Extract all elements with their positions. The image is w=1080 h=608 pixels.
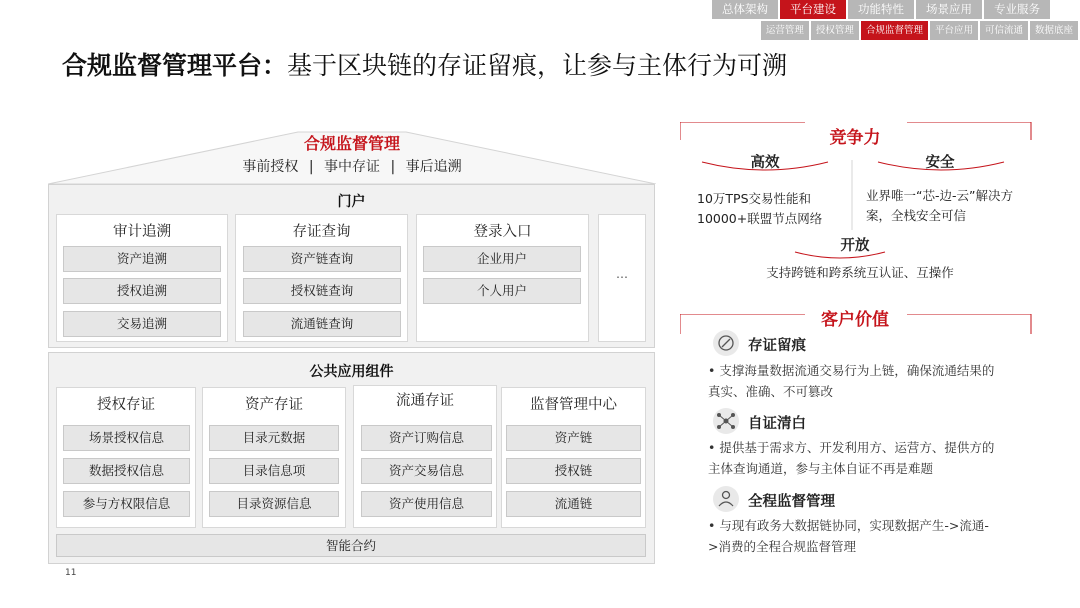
asset-trade-info-button[interactable]: 资产交易信息 [361, 458, 492, 484]
asset-order-info-button[interactable]: 资产订购信息 [361, 425, 492, 451]
seal-icon [713, 330, 739, 356]
scene-auth-info-button[interactable]: 场景授权信息 [63, 425, 190, 451]
asset-usage-info-button[interactable]: 资产使用信息 [361, 491, 492, 517]
component-card-auth [56, 387, 196, 528]
card-title: 监督管理中心 [530, 397, 617, 413]
tab-features[interactable]: 功能特性 [848, 0, 914, 19]
page-number: 11 [65, 568, 77, 578]
component-card-asset [202, 387, 346, 528]
catalog-resource-info-button[interactable]: 目录资源信息 [209, 491, 339, 517]
portal-panel [48, 184, 655, 348]
asset-trace-button[interactable]: 资产追溯 [63, 246, 221, 272]
card-title: 流通存证 [396, 393, 454, 409]
portal-card-more [598, 214, 646, 342]
value-title-evidence: 存证留痕 [748, 338, 806, 354]
top-nav [712, 0, 1050, 19]
page-title-bold: 合规监督管理平台： [62, 51, 288, 80]
card-title: 资产存证 [245, 397, 303, 413]
portal-card-query [235, 214, 408, 342]
portal-title: 门户 [337, 194, 366, 210]
auth-chain-query-button[interactable]: 授权链查询 [243, 278, 401, 304]
card-title: 存证查询 [292, 224, 351, 240]
open-text: 支持跨链和跨系统互认证、互操作 [766, 265, 954, 280]
subtab-platform-app[interactable]: 平台应用 [930, 21, 978, 40]
roof-title: 合规监督管理 [303, 134, 400, 153]
party-permission-info-button[interactable]: 参与方权限信息 [63, 491, 190, 517]
customer-value-title: 客户价值 [821, 310, 889, 330]
card-title: 登录入口 [473, 224, 532, 240]
flow-chain-query-button[interactable]: 流通链查询 [243, 311, 401, 337]
network-icon [713, 408, 739, 434]
value-text-self-prove: • 提供基于需求方、开发利用方、运营方、提供方的主体查询通道，参与主体自证不再是难题 [708, 440, 995, 476]
subtab-compliance[interactable]: 合规监督管理 [861, 21, 928, 40]
tab-services[interactable]: 专业服务 [984, 0, 1050, 19]
tab-platform-construction[interactable]: 平台建设 [780, 0, 846, 19]
trade-trace-button[interactable]: 交易追溯 [63, 311, 221, 337]
card-title: 审计追溯 [113, 224, 171, 240]
open-heading: 开放 [840, 238, 870, 254]
value-title-self-prove: 自证清白 [748, 416, 806, 432]
asset-chain-button[interactable]: 资产链 [506, 425, 641, 451]
flow-chain-button[interactable]: 流通链 [506, 491, 641, 517]
more-ellipsis: … [616, 267, 628, 281]
component-card-flow [353, 385, 497, 528]
data-auth-info-button[interactable]: 数据授权信息 [63, 458, 190, 484]
page-title [62, 46, 787, 82]
page-title-rest: 基于区块链的存证留痕，让参与主体行为可溯 [287, 51, 788, 80]
sub-nav [761, 21, 1078, 40]
auth-chain-button[interactable]: 授权链 [506, 458, 641, 484]
subtab-operations[interactable]: 运营管理 [761, 21, 809, 40]
portal-card-audit [56, 214, 228, 342]
auth-trace-button[interactable]: 授权追溯 [63, 278, 221, 304]
asset-chain-query-button[interactable]: 资产链查询 [243, 246, 401, 272]
card-title: 授权存证 [97, 397, 155, 413]
user-shield-icon [713, 486, 739, 512]
component-card-supervision [501, 387, 646, 528]
smart-contract-button[interactable]: 智能合约 [56, 534, 646, 557]
secure-heading: 安全 [925, 155, 955, 171]
competitiveness-title: 竞争力 [829, 128, 881, 148]
components-title: 公共应用组件 [309, 364, 394, 380]
secure-text: 业界唯一“芯-边-云”解决方案，全栈安全可信 [866, 188, 1013, 223]
components-panel [48, 352, 655, 564]
catalog-metadata-button[interactable]: 目录元数据 [209, 425, 339, 451]
subtab-authorization[interactable]: 授权管理 [811, 21, 859, 40]
value-text-evidence: • 支撑海量数据流通交易行为上链，确保流通结果的真实、准确、不可篡改 [708, 363, 995, 399]
portal-card-login [416, 214, 589, 342]
tab-scenarios[interactable]: 场景应用 [916, 0, 982, 19]
efficient-text: 10万TPS交易性能和10000+联盟节点网络 [697, 191, 823, 226]
subtab-data-base[interactable]: 数据底座 [1030, 21, 1078, 40]
roof-subtitle: 事前授权 | 事中存证 | 事后追溯 [242, 159, 462, 175]
value-title-full-supervision: 全程监督管理 [748, 494, 835, 510]
efficient-heading: 高效 [750, 155, 780, 171]
tab-overall-architecture[interactable]: 总体架构 [712, 0, 778, 19]
value-text-full-supervision: • 与现有政务大数据链协同，实现数据产生->流通->消费的全程合规监督管理 [708, 518, 989, 554]
enterprise-user-button[interactable]: 企业用户 [423, 246, 581, 272]
personal-user-button[interactable]: 个人用户 [423, 278, 581, 304]
catalog-info-item-button[interactable]: 目录信息项 [209, 458, 339, 484]
subtab-trusted-circulation[interactable]: 可信流通 [980, 21, 1028, 40]
